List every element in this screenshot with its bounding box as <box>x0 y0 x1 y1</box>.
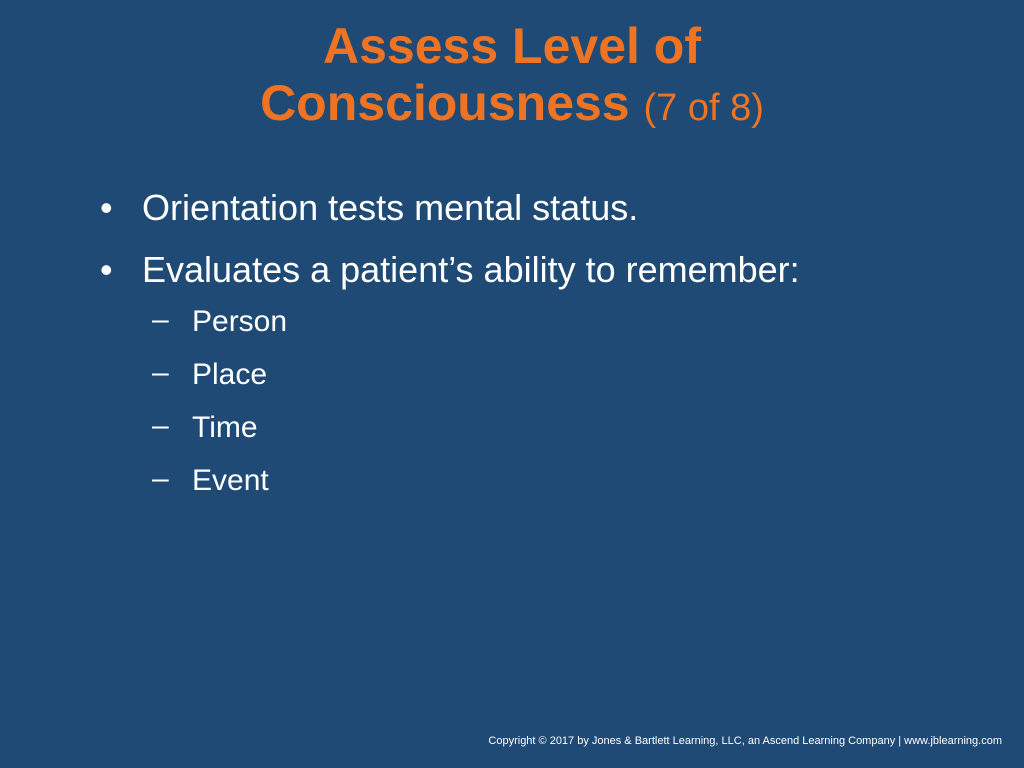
bullet-text: Evaluates a patient’s ability to remember: <box>142 249 800 290</box>
dash-marker: – <box>152 303 169 336</box>
bullet-item <box>100 186 980 230</box>
dash-marker: – <box>152 356 169 389</box>
sub-list-container <box>100 304 980 499</box>
title-line-1: Assess Level of <box>323 18 701 74</box>
sub-item-text: Time <box>192 411 258 444</box>
sub-item <box>100 357 980 393</box>
sub-item <box>100 304 980 340</box>
sub-item-text: Event <box>192 464 269 497</box>
dash-marker: – <box>152 409 169 442</box>
title-main-text: Consciousness <box>260 75 630 131</box>
dash-marker: – <box>152 462 169 495</box>
sub-item <box>100 463 980 499</box>
slide-title <box>0 18 1024 137</box>
bullet-marker: • <box>100 187 113 228</box>
sub-bullet-list <box>100 304 980 499</box>
bullet-item <box>100 248 980 292</box>
slide-counter: (7 of 8) <box>643 87 764 129</box>
bullet-text: Orientation tests mental status. <box>142 187 639 228</box>
bullet-marker: • <box>100 249 113 290</box>
title-line-2 <box>0 75 1024 137</box>
copyright-footer: Copyright © 2017 by Jones & Bartlett Learning, LLC, an Ascend Learning Company | www.jblearning.com <box>488 735 1002 747</box>
sub-item <box>100 410 980 446</box>
sub-item-text: Person <box>192 305 288 338</box>
sub-item-text: Place <box>192 358 268 391</box>
bullet-list <box>100 186 980 516</box>
